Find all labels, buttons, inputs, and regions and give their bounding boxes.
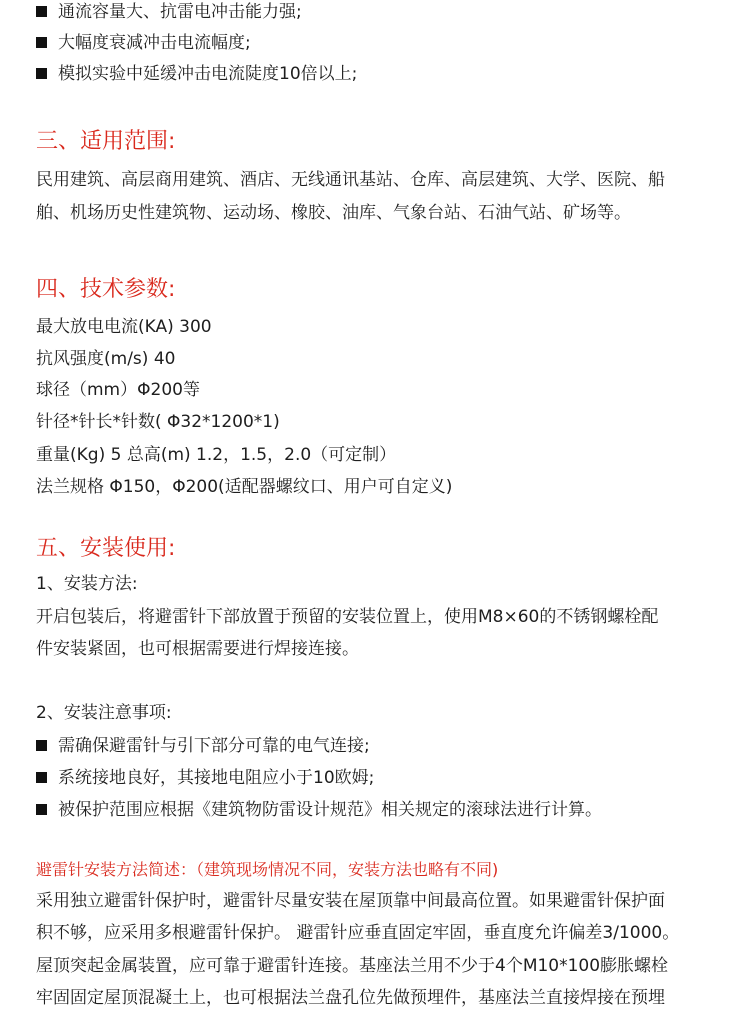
install-note-item xyxy=(36,734,726,758)
install-note-text: 需确保避雷针与引下部分可靠的电气连接; xyxy=(58,736,370,756)
param-line: 球径（mm）Φ200等 xyxy=(36,380,200,400)
param-line: 抗风强度(m/s) 40 xyxy=(36,349,176,369)
square-bullet-icon xyxy=(36,37,47,48)
feature-item xyxy=(36,0,726,24)
square-bullet-icon xyxy=(36,772,47,783)
summary-line: 积不够，应采用多根避雷针保护。 避雷针应垂直固定牢固，垂直度允许偏差3/1000。 xyxy=(36,923,680,943)
install-note-text: 系统接地良好，其接地电阻应小于10欧姆; xyxy=(58,768,375,788)
install-notes-title: 2、安装注意事项: xyxy=(36,703,172,723)
section4-heading: 四、技术参数: xyxy=(36,277,176,302)
feature-item xyxy=(36,31,726,55)
feature-text: 大幅度衰减冲击电流幅度; xyxy=(58,33,251,53)
install-method-line: 开启包装后，将避雷针下部放置于预留的安装位置上，使用M8×60的不锈钢螺栓配 xyxy=(36,607,659,627)
install-note-item xyxy=(36,798,726,822)
param-line: 针径*针长*针数( Φ32*1200*1) xyxy=(36,412,280,432)
section3-text-line: 民用建筑、高层商用建筑、酒店、无线通讯基站、仓库、高层建筑、大学、医院、船 xyxy=(36,170,665,190)
summary-line: 采用独立避雷针保护时，避雷针尽量安装在屋顶靠中间最高位置。如果避雷针保护面 xyxy=(36,891,665,911)
param-line: 法兰规格 Φ150，Φ200(适配器螺纹口、用户可自定义) xyxy=(36,477,453,497)
square-bullet-icon xyxy=(36,68,47,79)
install-note-text: 被保护范围应根据《建筑物防雷设计规范》相关规定的滚球法进行计算。 xyxy=(58,800,602,820)
summary-title: 避雷针安装方法简述：（建筑现场情况不同，安装方法也略有不同) xyxy=(36,860,499,879)
feature-text: 模拟实验中延缓冲击电流陡度10倍以上; xyxy=(58,64,358,84)
section3-text-line: 舶、机场历史性建筑物、运动场、橡胶、油库、气象台站、石油气站、矿场等。 xyxy=(36,203,631,223)
summary-line: 牢固固定屋顶混凝土上，也可根据法兰盘孔位先做预埋件，基座法兰直接焊接在预埋 xyxy=(36,988,665,1008)
install-note-item xyxy=(36,766,726,790)
feature-text: 通流容量大、抗雷电冲击能力强; xyxy=(58,2,302,22)
summary-line: 屋顶突起金属装置，应可靠于避雷针连接。基座法兰用不少于4个M10*100膨胀螺栓 xyxy=(36,956,669,976)
feature-item xyxy=(36,62,726,86)
square-bullet-icon xyxy=(36,804,47,815)
param-line: 最大放电电流(KA) 300 xyxy=(36,317,212,337)
param-line: 重量(Kg) 5 总高(m) 1.2，1.5，2.0（可定制） xyxy=(36,445,397,465)
section3-heading: 三、适用范围: xyxy=(36,129,176,154)
square-bullet-icon xyxy=(36,740,47,751)
install-method-title: 1、安装方法: xyxy=(36,574,138,594)
install-method-line: 件安装紧固，也可根据需要进行焊接连接。 xyxy=(36,639,359,659)
section5-heading: 五、安装使用: xyxy=(36,536,176,561)
square-bullet-icon xyxy=(36,6,47,17)
